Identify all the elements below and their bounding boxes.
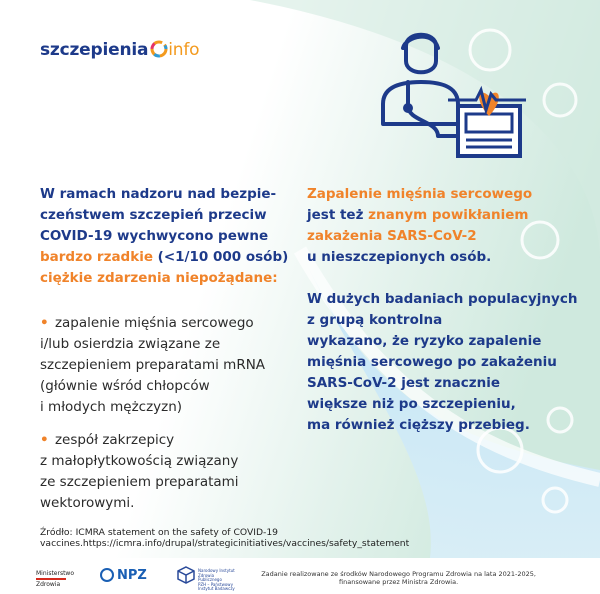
p2-line: wykazano, że ryzyko zapalenie: [307, 333, 542, 349]
bullet-line: zespół zakrzepicy: [54, 432, 175, 448]
nizp-line: Instytut Badawczy: [198, 586, 235, 591]
p1-highlight: znanym powikłaniem: [368, 207, 529, 223]
logo-ring-icon: [150, 40, 168, 58]
npz-text: NPZ: [117, 568, 147, 583]
npz-circle-icon: [100, 568, 114, 582]
site-logo: [40, 40, 199, 60]
bullet-thrombosis: [40, 430, 290, 514]
bullet-line: zapalenie mięśnia sercowego: [54, 315, 254, 331]
npz-logo: [100, 568, 147, 583]
bullet-line: i/lub osierdzia związane ze: [40, 336, 221, 352]
rate-text: (<1/10 000 osób): [152, 249, 289, 265]
bullet-line: szczepieniem preparatami mRNA: [40, 357, 266, 373]
rare-highlight: bardzo rzadkie: [40, 249, 153, 265]
bullet-line: z małopłytkowością związany: [40, 453, 239, 469]
p2-line: SARS-CoV-2 jest znacznie: [307, 375, 501, 391]
heart-monitor-icon: [448, 90, 526, 156]
p1-line: [307, 205, 587, 226]
p2-line: mięśnia sercowego po zakażeniu: [307, 354, 557, 370]
nizp-line: Narodowy Instytut: [198, 568, 235, 573]
right-paragraph-1: [307, 184, 587, 268]
p2-line: W dużych badaniach populacyjnych: [307, 291, 578, 307]
intro-line: W ramach nadzoru nad bezpie-: [40, 186, 277, 202]
p1-line: u nieszczepionych osób.: [307, 249, 492, 265]
right-paragraph-2: [307, 289, 592, 436]
adverse-events-label: ciężkie zdarzenia niepożądane:: [40, 270, 278, 286]
bullet-line: i młodych mężczyzn): [40, 399, 183, 415]
bullet-mark: •: [40, 315, 49, 331]
ministry-line: Ministerstwo: [36, 570, 75, 577]
ministry-logo: [36, 570, 74, 588]
logo-brand: szczepienia: [40, 40, 149, 60]
logo-suffix: info: [168, 40, 200, 60]
nizp-cube-icon: [177, 566, 195, 584]
intro-line: [40, 247, 290, 268]
nizp-line: PZH – Państwowy: [198, 581, 233, 587]
intro-line: czeństwem szczepień przeciw: [40, 207, 267, 223]
bullet-mark: •: [40, 432, 49, 448]
footer: [0, 558, 600, 594]
bullet-myocarditis: [40, 313, 290, 418]
p1-text: jest też: [307, 207, 369, 223]
p2-line: ma również cięższy przebieg.: [307, 417, 530, 433]
nizp-label: [198, 569, 238, 592]
doctor-monitor-illustration: [378, 26, 528, 166]
p2-line: z grupą kontrolna: [307, 312, 443, 328]
intro-line: COVID-19 wychwycono pewne: [40, 228, 269, 244]
funding-line: finansowane przez Ministra Zdrowia.: [339, 578, 459, 586]
bullet-line: wektorowymi.: [40, 495, 135, 511]
nizp-line: Zdrowia Publicznego: [198, 572, 222, 582]
source-citation: Źródło: ICMRA statement on the safety of COVID-19 vaccines.https://icmra.info/drupal/strategicinitiatives/vaccines/safety_statement: [40, 527, 410, 549]
bullet-line: ze szczepieniem preparatami: [40, 474, 239, 490]
p1-line: zakażenia SARS-CoV-2: [307, 228, 477, 244]
ministry-line: Zdrowia: [36, 581, 61, 588]
p1-line: Zapalenie mięśnia sercowego: [307, 186, 533, 202]
left-intro: [40, 184, 290, 289]
bullet-line: (głównie wśród chłopców: [40, 378, 210, 394]
funding-line: Zadanie realizowane ze środków Narodowego Programu Zdrowia na lata 2021-2025,: [261, 570, 536, 578]
ministry-flag-icon: [36, 578, 66, 580]
p2-line: większe niż po szczepieniu,: [307, 396, 516, 412]
doctor-icon: [383, 35, 463, 136]
funding-note: [261, 570, 536, 586]
